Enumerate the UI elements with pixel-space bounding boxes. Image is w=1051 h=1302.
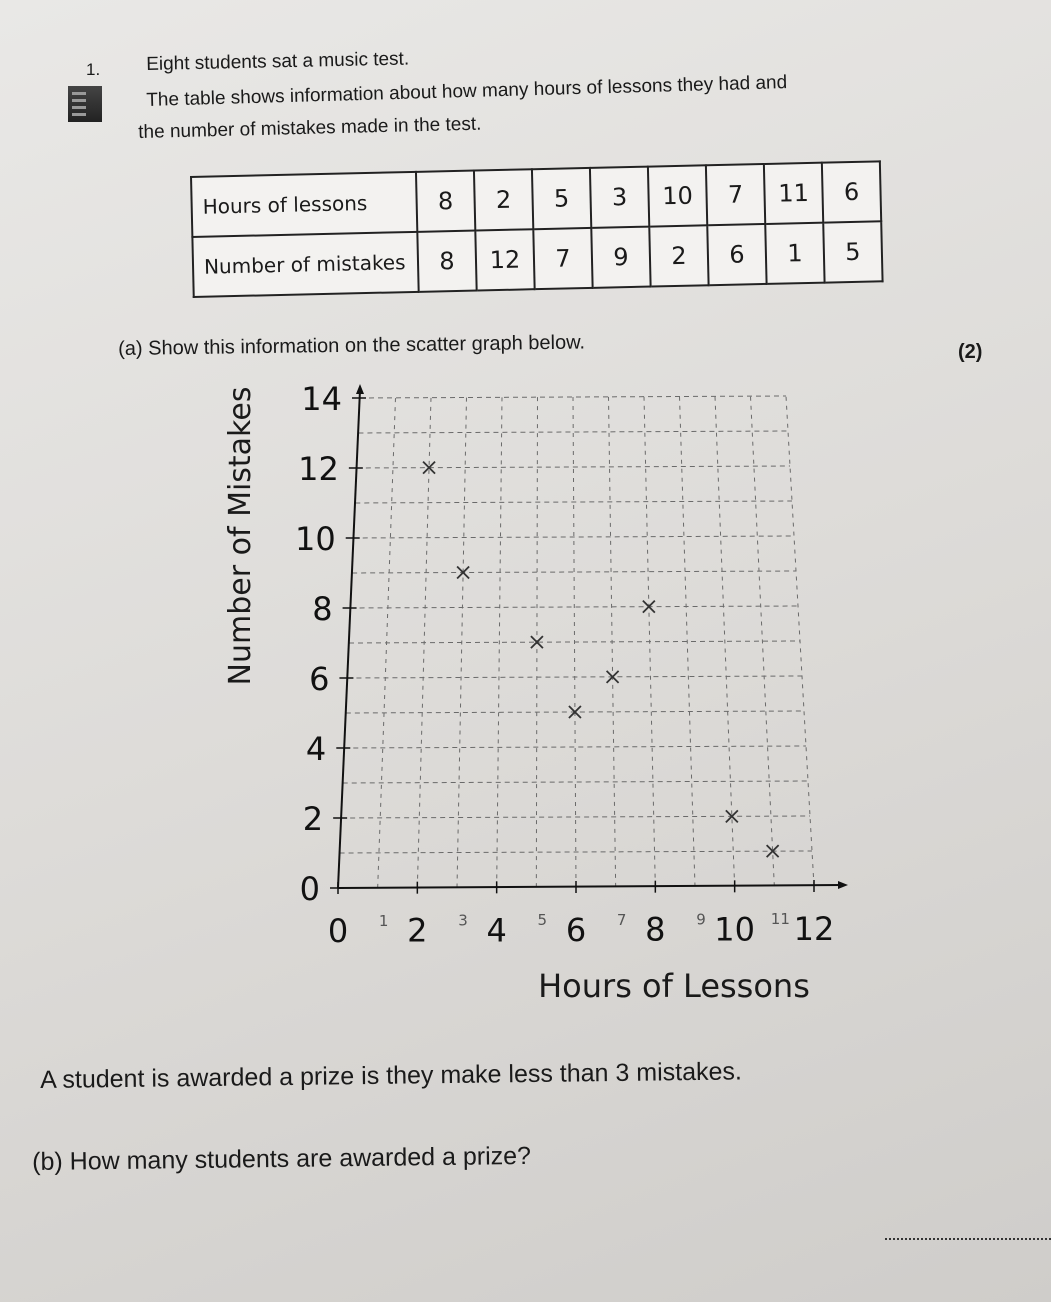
hours-cell: 11 — [764, 163, 823, 224]
mistakes-cell: 1 — [765, 223, 824, 284]
mistakes-cell: 5 — [823, 221, 882, 282]
row-label-hours: Hours of lessons — [191, 172, 417, 237]
prize-statement: A student is awarded a prize is they make less than 3 mistakes. — [40, 1057, 743, 1094]
y-tick-label: 8 — [312, 590, 333, 628]
x-tick-label: 6 — [565, 911, 587, 949]
y-tick-label: 14 — [301, 380, 342, 418]
mistakes-cell: 2 — [649, 225, 708, 286]
hours-cell: 3 — [590, 167, 649, 228]
x-axis-line — [338, 885, 842, 888]
question-info-line-1: The table shows information about how many hours of lessons they had and — [146, 72, 788, 111]
x-minor-tick-label: 11 — [770, 910, 790, 929]
data-point-cross — [643, 601, 655, 613]
mistakes-cell: 6 — [707, 224, 766, 285]
y-tick-label: 12 — [298, 450, 339, 488]
gridline-horizontal — [354, 536, 794, 538]
data-point-cross — [607, 671, 619, 683]
mistakes-cell: 8 — [417, 231, 476, 292]
x-axis-label: Hours of Lessons — [538, 967, 810, 1005]
gridline-horizontal — [357, 466, 790, 468]
gridline-horizontal — [344, 746, 806, 748]
part-a-marks: (2) — [958, 341, 983, 363]
y-tick-label: 4 — [305, 730, 327, 768]
y-tick-label: 10 — [294, 520, 336, 558]
gridline-horizontal — [358, 431, 788, 433]
data-point-cross — [569, 706, 581, 718]
x-tick-label: 2 — [407, 911, 428, 950]
y-axis-arrow-icon — [356, 384, 364, 394]
x-minor-tick-label: 9 — [696, 910, 706, 929]
gridline-horizontal — [340, 851, 812, 853]
data-point-cross — [457, 567, 469, 579]
y-axis-line — [338, 390, 360, 888]
y-tick-label: 6 — [309, 660, 330, 698]
mistakes-cell: 9 — [591, 227, 650, 288]
y-axis-label: Number of Mistakes — [223, 386, 258, 686]
hours-cell: 2 — [474, 169, 533, 230]
gridline-horizontal — [341, 816, 810, 818]
hours-cell: 6 — [822, 161, 881, 222]
x-axis-arrow-icon — [838, 881, 848, 889]
x-tick-label: 4 — [486, 911, 507, 950]
x-minor-tick-label: 5 — [537, 911, 548, 930]
gridline-vertical — [417, 398, 431, 888]
hours-cell: 7 — [706, 164, 765, 225]
x-minor-tick-label: 7 — [616, 910, 627, 929]
gridline-vertical — [644, 397, 655, 887]
row-label-mistakes: Number of mistakes — [192, 232, 418, 297]
question-number: 1. — [86, 60, 101, 79]
gridline-horizontal — [355, 501, 792, 503]
x-tick-label: 12 — [793, 910, 835, 948]
mistakes-cell: 7 — [533, 228, 592, 289]
x-tick-label: 0 — [327, 912, 349, 950]
mistakes-cell: 12 — [475, 229, 534, 290]
tick-labels — [295, 380, 834, 950]
grid — [340, 396, 814, 888]
part-a-text: (a) Show this information on the scatter graph below. — [118, 331, 586, 360]
x-minor-tick-label: 3 — [458, 911, 468, 930]
y-tick-label: 0 — [299, 870, 320, 908]
x-tick-label: 10 — [714, 910, 756, 949]
question-intro: Eight students sat a music test. — [146, 48, 410, 75]
axes — [338, 384, 848, 889]
hours-cell: 10 — [648, 165, 707, 226]
hours-cell: 8 — [416, 171, 475, 232]
x-minor-tick-label: 1 — [378, 911, 389, 930]
hours-cell: 5 — [532, 168, 591, 229]
part-b-question: (b) How many students are awarded a prize? — [32, 1141, 532, 1176]
x-tick-label: 8 — [645, 910, 666, 949]
gridline-horizontal — [343, 781, 808, 783]
answer-line[interactable] — [885, 1238, 1051, 1240]
question-info-line-2: the number of mistakes made in the test. — [138, 113, 482, 143]
y-tick-label: 2 — [302, 800, 324, 838]
